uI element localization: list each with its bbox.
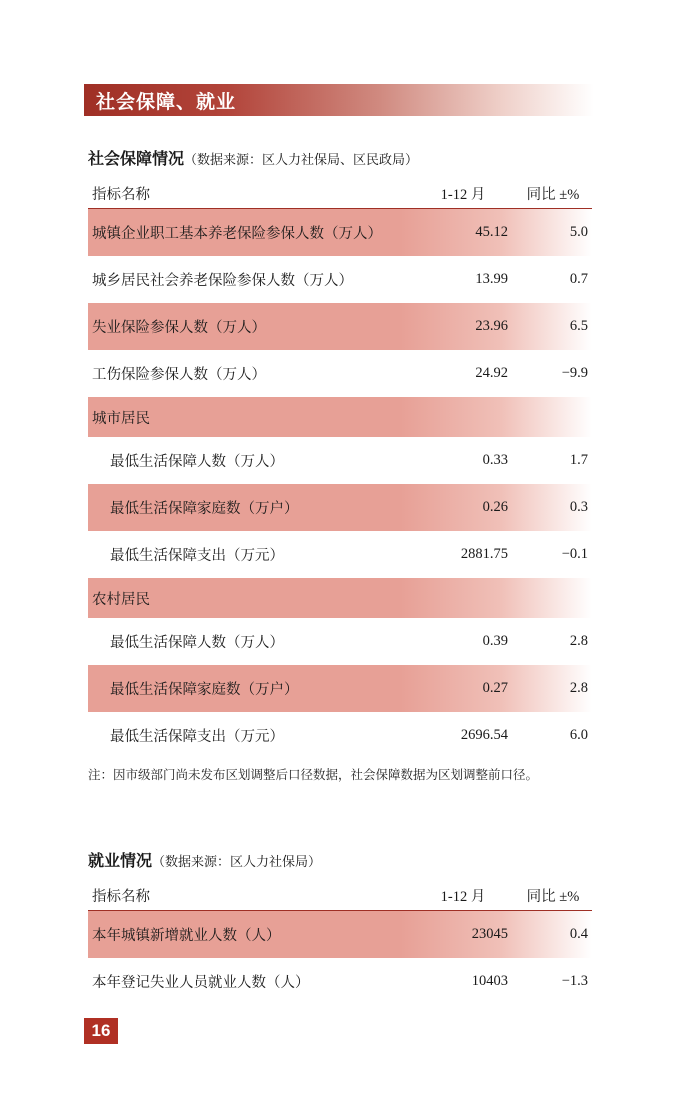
row-label: 城镇企业职工基本养老保险参保人数（万人） [92, 226, 382, 242]
table-row [88, 350, 592, 397]
row-label: 最低生活保障人数（万人） [110, 454, 284, 470]
table-group-row [88, 397, 592, 437]
row-label: 最低生活保障家庭数（万户） [110, 501, 299, 517]
row-value: 13.99 [475, 271, 508, 287]
row-label: 城乡居民社会养老保险参保人数（万人） [92, 273, 353, 289]
row-value: 0.26 [482, 499, 508, 515]
table-row [88, 958, 592, 1005]
row-yoy: 0.7 [569, 271, 588, 287]
table-row [88, 531, 592, 578]
row-yoy: −0.1 [561, 546, 588, 562]
row-yoy: 6.5 [569, 318, 588, 334]
section-banner [84, 84, 594, 116]
row-yoy: 5.0 [569, 224, 588, 240]
table-note: 注：因市级部门尚未发布区划调整后口径数据，社会保障数据为区划调整前口径。 [88, 768, 539, 782]
employment-table [88, 882, 592, 1005]
row-yoy: 1.7 [569, 452, 588, 468]
table-row [88, 618, 592, 665]
social-security-heading-source: （数据来源：区人力社保局、区民政局） [184, 152, 419, 167]
table-row [88, 665, 592, 712]
row-label: 本年登记失业人员就业人数（人） [92, 975, 310, 991]
table-header-row [88, 882, 592, 911]
row-value: 23045 [471, 926, 508, 942]
table-row [88, 209, 592, 256]
row-label: 本年城镇新增就业人数（人） [92, 928, 281, 944]
row-yoy: 6.0 [569, 727, 588, 743]
table-row [88, 484, 592, 531]
section-banner-title: 社会保障、就业 [96, 91, 237, 113]
row-yoy: 0.4 [569, 926, 588, 942]
row-label: 最低生活保障支出（万元） [110, 729, 284, 745]
employment-heading-source: （数据来源：区人力社保局） [152, 854, 322, 869]
row-label: 最低生活保障人数（万人） [110, 635, 284, 651]
column-header-yoy: 同比 ±% [526, 187, 580, 203]
employment-heading-text: 就业情况 [88, 853, 153, 870]
row-label: 工伤保险参保人数（万人） [92, 367, 266, 383]
table-row [88, 712, 592, 759]
table-row [88, 256, 592, 303]
row-label: 失业保险参保人数（万人） [92, 320, 266, 336]
row-value: 0.39 [482, 633, 508, 649]
row-yoy: 0.3 [569, 499, 588, 515]
row-value: 45.12 [475, 224, 508, 240]
row-value: 2696.54 [460, 727, 508, 743]
column-header-period: 1-12 月 [440, 187, 486, 203]
social-security-heading-text: 社会保障情况 [88, 151, 185, 168]
social-security-heading [88, 146, 418, 169]
row-yoy: −1.3 [561, 973, 588, 989]
row-label: 城市居民 [92, 410, 150, 427]
employment-heading [88, 848, 321, 871]
row-yoy: 2.8 [569, 633, 588, 649]
column-header-indicator: 指标名称 [92, 187, 150, 203]
row-label: 最低生活保障家庭数（万户） [110, 682, 299, 698]
row-yoy: −9.9 [561, 365, 588, 381]
row-value: 0.33 [482, 452, 508, 468]
table-group-row [88, 578, 592, 618]
row-value: 10403 [471, 973, 508, 989]
social-security-table [88, 180, 592, 759]
row-value: 0.27 [482, 680, 508, 696]
row-yoy: 2.8 [569, 680, 588, 696]
row-value: 2881.75 [460, 546, 508, 562]
row-value: 23.96 [475, 318, 508, 334]
page-number: 16 [84, 1018, 118, 1044]
column-header-period: 1-12 月 [440, 889, 486, 905]
row-label: 农村居民 [92, 591, 150, 608]
table-row [88, 303, 592, 350]
column-header-indicator: 指标名称 [92, 889, 150, 905]
column-header-yoy: 同比 ±% [526, 889, 580, 905]
table-row [88, 911, 592, 958]
table-header-row [88, 180, 592, 209]
row-label: 最低生活保障支出（万元） [110, 548, 284, 564]
row-value: 24.92 [475, 365, 508, 381]
table-row [88, 437, 592, 484]
